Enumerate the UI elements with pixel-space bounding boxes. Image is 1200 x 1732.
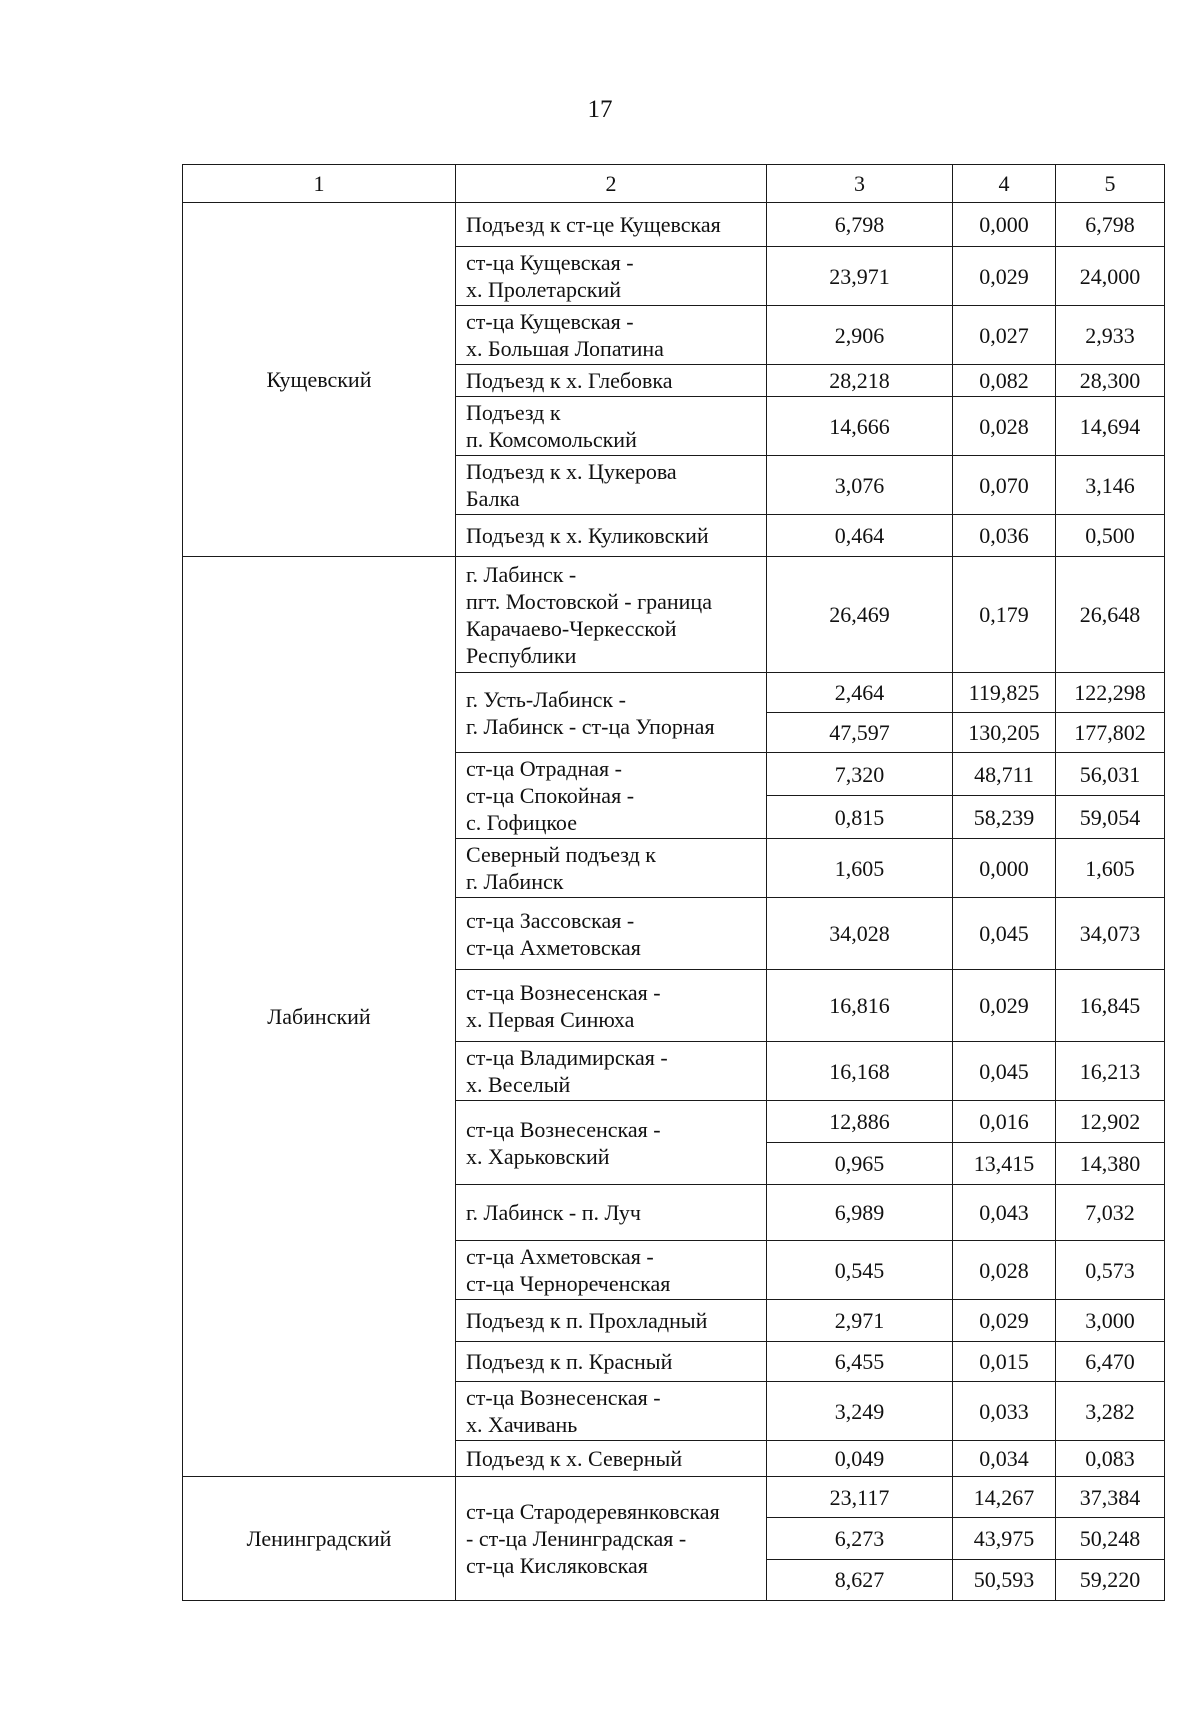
value-col-3-cell: 0,965 [767, 1143, 953, 1185]
value-col-5-cell: 6,470 [1056, 1342, 1165, 1382]
value-col-4-cell: 43,975 [953, 1518, 1056, 1559]
value-col-5-cell: 3,000 [1056, 1300, 1165, 1342]
value-col-3-cell: 2,906 [767, 306, 953, 365]
road-name-cell: г. Усть-Лабинск - г. Лабинск - ст-ца Упорная [456, 673, 767, 753]
header-col-1: 1 [183, 165, 456, 203]
road-name-cell: Подъезд к п. Прохладный [456, 1300, 767, 1342]
value-col-4-cell: 0,033 [953, 1382, 1056, 1441]
value-col-3-cell: 34,028 [767, 898, 953, 970]
value-col-4-cell: 0,000 [953, 839, 1056, 898]
value-col-4-cell: 0,029 [953, 1300, 1056, 1342]
road-name-cell: Подъезд к п. Комсомольский [456, 397, 767, 456]
road-name-cell: ст-ца Кущевская - х. Пролетарский [456, 247, 767, 306]
road-name-cell: Подъезд к х. Куликовский [456, 515, 767, 557]
value-col-4-cell: 58,239 [953, 796, 1056, 839]
road-name-cell: ст-ца Зассовская - ст-ца Ахметовская [456, 898, 767, 970]
table-body [183, 203, 1165, 1601]
value-col-4-cell: 0,070 [953, 456, 1056, 515]
value-col-4-cell: 13,415 [953, 1143, 1056, 1185]
road-name-cell: ст-ца Вознесенская - х. Первая Синюха [456, 970, 767, 1042]
page-number: 17 [587, 96, 613, 123]
value-col-5-cell: 7,032 [1056, 1185, 1165, 1241]
value-col-3-cell: 6,798 [767, 203, 953, 247]
value-col-3-cell: 1,605 [767, 839, 953, 898]
value-col-5-cell: 0,083 [1056, 1441, 1165, 1477]
value-col-4-cell: 0,043 [953, 1185, 1056, 1241]
value-col-3-cell: 0,815 [767, 796, 953, 839]
header-col-2: 2 [456, 165, 767, 203]
value-col-3-cell: 2,971 [767, 1300, 953, 1342]
value-col-3-cell: 0,049 [767, 1441, 953, 1477]
table-header-row [183, 165, 1165, 203]
road-name-cell: Подъезд к п. Красный [456, 1342, 767, 1382]
value-col-4-cell: 50,593 [953, 1559, 1056, 1600]
road-name-cell: ст-ца Владимирская - х. Веселый [456, 1042, 767, 1101]
value-col-3-cell: 6,455 [767, 1342, 953, 1382]
value-col-3-cell: 0,545 [767, 1241, 953, 1300]
value-col-5-cell: 12,902 [1056, 1101, 1165, 1143]
value-col-5-cell: 16,845 [1056, 970, 1165, 1042]
value-col-4-cell: 0,045 [953, 1042, 1056, 1101]
value-col-4-cell: 119,825 [953, 673, 1056, 713]
value-col-3-cell: 16,168 [767, 1042, 953, 1101]
value-col-3-cell: 8,627 [767, 1559, 953, 1600]
road-name-cell: г. Лабинск - п. Луч [456, 1185, 767, 1241]
value-col-5-cell: 2,933 [1056, 306, 1165, 365]
district-cell: Лабинский [183, 557, 456, 1477]
value-col-5-cell: 16,213 [1056, 1042, 1165, 1101]
value-col-5-cell: 1,605 [1056, 839, 1165, 898]
district-cell: Кущевский [183, 203, 456, 557]
table-row [183, 557, 1165, 673]
value-col-5-cell: 3,282 [1056, 1382, 1165, 1441]
value-col-5-cell: 37,384 [1056, 1477, 1165, 1518]
value-col-5-cell: 59,220 [1056, 1559, 1165, 1600]
value-col-3-cell: 6,989 [767, 1185, 953, 1241]
value-col-3-cell: 28,218 [767, 365, 953, 397]
road-name-cell: ст-ца Вознесенская - х. Харьковский [456, 1101, 767, 1185]
value-col-3-cell: 14,666 [767, 397, 953, 456]
value-col-3-cell: 12,886 [767, 1101, 953, 1143]
road-name-cell: Подъезд к х. Северный [456, 1441, 767, 1477]
value-col-4-cell: 130,205 [953, 713, 1056, 753]
header-col-4: 4 [953, 165, 1056, 203]
value-col-5-cell: 6,798 [1056, 203, 1165, 247]
header-col-5: 5 [1056, 165, 1165, 203]
value-col-4-cell: 0,036 [953, 515, 1056, 557]
value-col-3-cell: 3,249 [767, 1382, 953, 1441]
value-col-3-cell: 3,076 [767, 456, 953, 515]
value-col-4-cell: 0,045 [953, 898, 1056, 970]
road-name-cell: г. Лабинск - пгт. Мостовской - граница Карачаево-Черкесской Республики [456, 557, 767, 673]
value-col-5-cell: 14,694 [1056, 397, 1165, 456]
value-col-4-cell: 0,028 [953, 397, 1056, 456]
value-col-5-cell: 50,248 [1056, 1518, 1165, 1559]
value-col-5-cell: 34,073 [1056, 898, 1165, 970]
value-col-5-cell: 122,298 [1056, 673, 1165, 713]
value-col-3-cell: 23,117 [767, 1477, 953, 1518]
value-col-4-cell: 0,029 [953, 970, 1056, 1042]
value-col-3-cell: 0,464 [767, 515, 953, 557]
road-name-cell: Подъезд к ст-це Кущевская [456, 203, 767, 247]
value-col-5-cell: 56,031 [1056, 753, 1165, 796]
value-col-4-cell: 0,000 [953, 203, 1056, 247]
value-col-4-cell: 0,016 [953, 1101, 1056, 1143]
value-col-4-cell: 48,711 [953, 753, 1056, 796]
road-name-cell: Подъезд к х. Цукерова Балка [456, 456, 767, 515]
road-name-cell: Подъезд к х. Глебовка [456, 365, 767, 397]
value-col-3-cell: 47,597 [767, 713, 953, 753]
table-row [183, 203, 1165, 247]
value-col-4-cell: 0,034 [953, 1441, 1056, 1477]
value-col-3-cell: 2,464 [767, 673, 953, 713]
value-col-5-cell: 3,146 [1056, 456, 1165, 515]
value-col-3-cell: 6,273 [767, 1518, 953, 1559]
value-col-4-cell: 0,028 [953, 1241, 1056, 1300]
value-col-4-cell: 0,082 [953, 365, 1056, 397]
road-name-cell: ст-ца Вознесенская - х. Хачивань [456, 1382, 767, 1441]
header-col-3: 3 [767, 165, 953, 203]
value-col-5-cell: 0,500 [1056, 515, 1165, 557]
value-col-5-cell: 24,000 [1056, 247, 1165, 306]
value-col-5-cell: 59,054 [1056, 796, 1165, 839]
value-col-4-cell: 14,267 [953, 1477, 1056, 1518]
district-cell: Ленинградский [183, 1477, 456, 1601]
road-name-cell: ст-ца Ахметовская - ст-ца Черноречeнская [456, 1241, 767, 1300]
value-col-4-cell: 0,015 [953, 1342, 1056, 1382]
road-name-cell: ст-ца Кущевская - х. Большая Лопатина [456, 306, 767, 365]
value-col-4-cell: 0,029 [953, 247, 1056, 306]
value-col-5-cell: 26,648 [1056, 557, 1165, 673]
table-row [183, 1477, 1165, 1518]
value-col-3-cell: 26,469 [767, 557, 953, 673]
value-col-5-cell: 0,573 [1056, 1241, 1165, 1300]
value-col-3-cell: 16,816 [767, 970, 953, 1042]
road-name-cell: ст-ца Отрадная - ст-ца Спокойная - с. Гофицкое [456, 753, 767, 839]
road-name-cell: Северный подъезд к г. Лабинск [456, 839, 767, 898]
value-col-3-cell: 7,320 [767, 753, 953, 796]
value-col-4-cell: 0,027 [953, 306, 1056, 365]
value-col-5-cell: 28,300 [1056, 365, 1165, 397]
value-col-3-cell: 23,971 [767, 247, 953, 306]
value-col-5-cell: 14,380 [1056, 1143, 1165, 1185]
value-col-4-cell: 0,179 [953, 557, 1056, 673]
value-col-5-cell: 177,802 [1056, 713, 1165, 753]
road-table [182, 164, 1165, 1601]
road-name-cell: ст-ца Стародеревянковская - ст-ца Ленинградская - ст-ца Кисляковская [456, 1477, 767, 1601]
